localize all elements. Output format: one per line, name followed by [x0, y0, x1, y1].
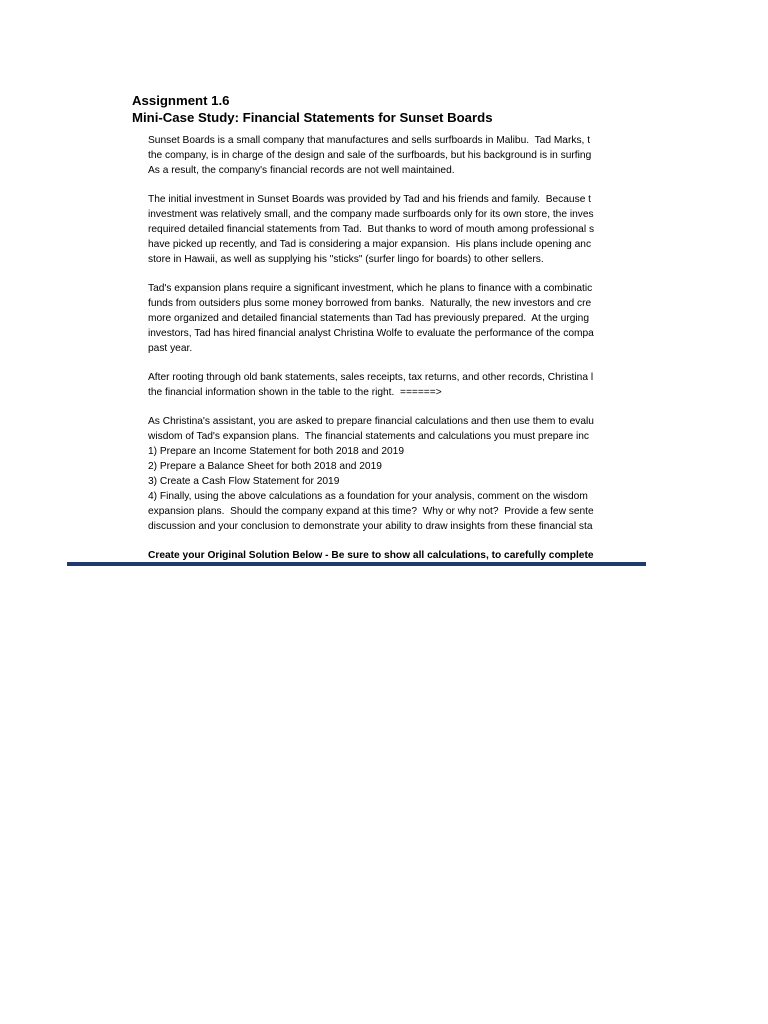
paragraph-records	[148, 371, 646, 401]
text-line: required detailed financial statements from Tad. But thanks to word of mouth among professional s	[148, 223, 595, 235]
text-line: funds from outsiders plus some money borrowed from banks. Naturally, the new investors and cre	[148, 298, 592, 309]
case-study-title: Mini-Case Study: Financial Statements for Sunset Boards	[132, 110, 493, 125]
text-line: the financial information shown in the table to the right. ======>	[148, 387, 442, 399]
task-item-balance-sheet: 2) Prepare a Balance Sheet for both 2018 and 2019	[148, 461, 382, 472]
text-line: more organized and detailed financial statements than Tad has previously prepared. At the urging	[148, 312, 589, 324]
text-line: wisdom of Tad's expansion plans. The financial statements and calculations you must prepare inc	[148, 431, 590, 443]
body-text	[148, 134, 646, 564]
body-text-area	[148, 134, 646, 564]
task-item-income-statement: 1) Prepare an Income Statement for both 2018 and 2019	[148, 446, 404, 458]
solution-instruction: Create your Original Solution Below - Be sure to show all calculations, to carefully complete	[148, 549, 594, 561]
text-line: After rooting through old bank statements, sales receipts, tax returns, and other records, Christina l	[148, 372, 594, 384]
title-block	[132, 92, 732, 126]
task-item-analysis: 4) Finally, using the above calculations as a foundation for your analysis, comment on the wisdom	[148, 490, 588, 502]
text-line: discussion and your conclusion to demonstrate your ability to draw insights from these financial sta	[148, 520, 593, 532]
text-line: expansion plans. Should the company expand at this time? Why or why not? Provide a few sente	[148, 505, 594, 517]
text-line: As a result, the company's financial records are not well maintained.	[148, 164, 455, 176]
paragraph-investment	[148, 193, 646, 267]
assignment-title: Assignment 1.6	[132, 93, 230, 108]
text-line: the company, is in charge of the design and sale of the surfboards, but his background is in surfing	[148, 149, 592, 161]
text-line: As Christina's assistant, you are asked to prepare financial calculations and then use them to evalu	[148, 416, 594, 428]
section-divider	[67, 562, 646, 566]
text-line: have picked up recently, and Tad is considering a major expansion. His plans include opening anc	[148, 238, 592, 250]
text-line: The initial investment in Sunset Boards was provided by Tad and his friends and family. Because t	[148, 194, 592, 206]
text-line: Sunset Boards is a small company that manufactures and sells surfboards in Malibu. Tad Marks, t	[148, 135, 591, 146]
paragraph-expansion	[148, 282, 646, 356]
paragraph-tasks	[148, 415, 646, 534]
paragraph-intro	[148, 134, 646, 179]
text-line: past year.	[148, 342, 193, 354]
text-line: store in Hawaii, as well as supplying his "sticks" (surfer lingo for boards) to other sellers.	[148, 253, 544, 265]
text-line: investment was relatively small, and the company made surfboards only for its own store, the inves	[148, 208, 594, 220]
text-line: Tad's expansion plans require a significant investment, which he plans to finance with a combinatic	[148, 283, 593, 295]
text-line: investors, Tad has hired financial analyst Christina Wolfe to evaluate the performance of the compa	[148, 327, 594, 339]
task-item-cash-flow: 3) Create a Cash Flow Statement for 2019	[148, 475, 340, 487]
